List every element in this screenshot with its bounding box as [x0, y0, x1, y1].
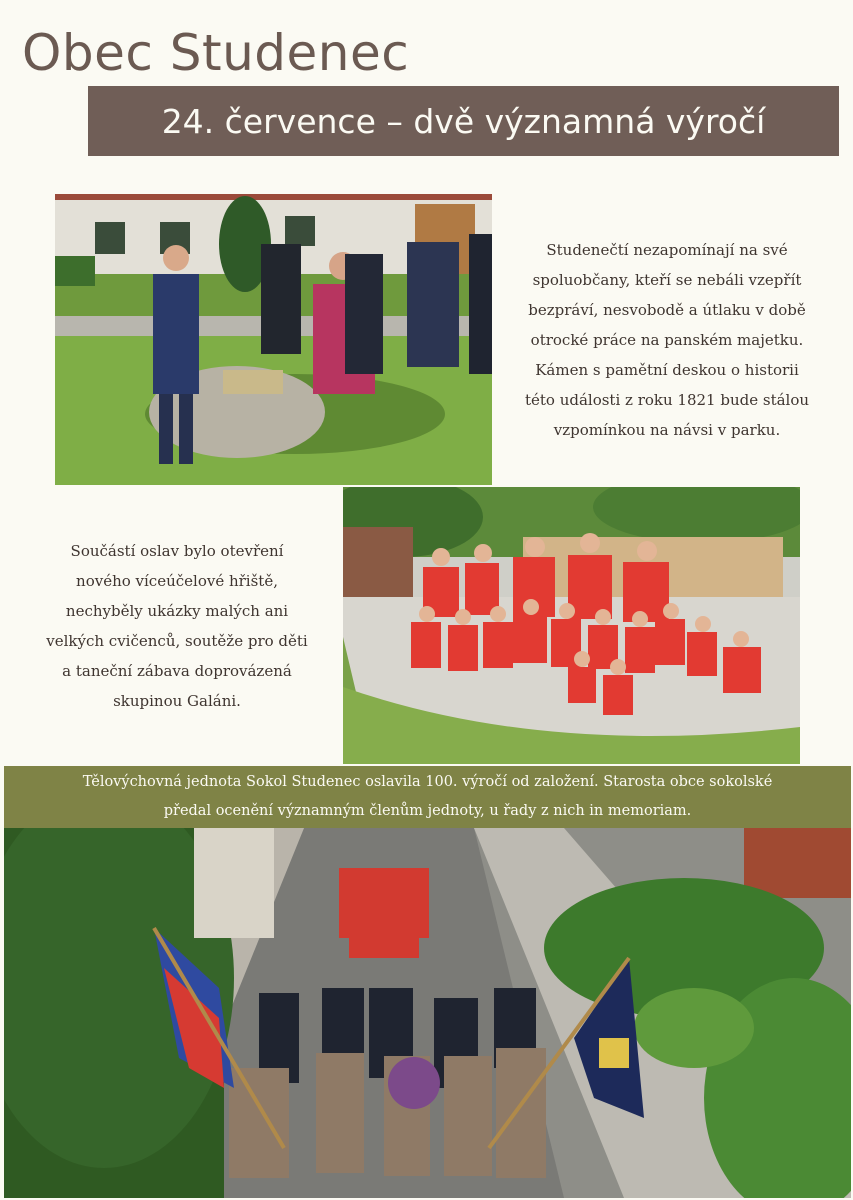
playground-description: Součástí oslav bylo otevření nového víceúčelové hřiště, nechyběly ukázky malých ani velkých cvičenců, soutěže pro děti a taneční zábava doprovázená skupinou Galáni. — [46, 542, 308, 710]
page-title: Obec Studenec — [22, 24, 410, 82]
sokol-caption-band — [4, 766, 851, 828]
kids-group-photo — [343, 487, 800, 764]
sokol-parade-photo — [4, 828, 851, 1198]
memorial-stone-photo — [55, 194, 492, 485]
subtitle-text: 24. července – dvě významná výročí — [161, 101, 766, 141]
memorial-description: Studenečtí nezapomínají na své spoluobčany, kteří se nebáli vzepřít bezpráví, nesvobodě a útlaku v době otrocké práce na panském majetku. Kámen s pamětní deskou o historii této události z roku 1821 bude stálou vzpomínkou na návsi v parku. — [524, 241, 810, 439]
subtitle-banner — [88, 86, 839, 156]
sokol-description: Tělovýchovná jednota Sokol Studenec oslavila 100. výročí od založení. Starosta obce sokolské předal ocenění významným členům jednoty, u řady z nich in memoriam. — [82, 774, 773, 819]
